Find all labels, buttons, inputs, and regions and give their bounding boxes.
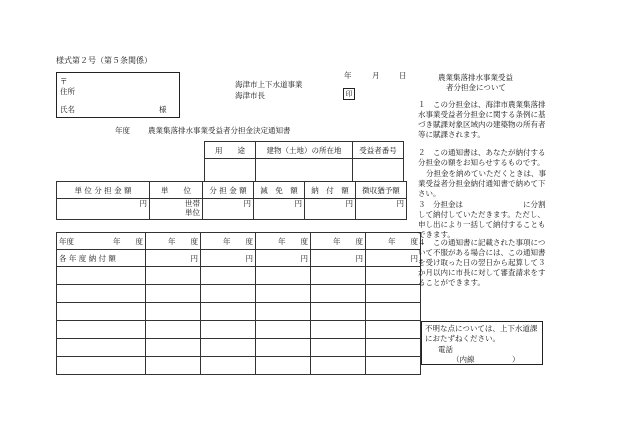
unit-charge-yen: 円 <box>57 199 150 220</box>
contact-extension: （内線 ） <box>452 355 520 364</box>
header-exemption: 減 免 額 <box>254 182 305 199</box>
table-row <box>57 285 421 303</box>
right-title-2: 者分担金について <box>446 83 506 92</box>
annual-payment-table <box>56 232 421 375</box>
header-payment: 納 付 額 <box>305 182 356 199</box>
date-month: 月 <box>372 71 380 80</box>
year-header-col3: 年 度 <box>201 233 256 250</box>
header-location: 建物（土地）の所在地 <box>256 142 353 159</box>
table-row <box>57 303 421 321</box>
date-day: 日 <box>399 71 407 80</box>
header-beneficiary-no: 受益者番号 <box>353 142 404 159</box>
payment-yen: 円 <box>305 199 356 220</box>
seal-mark: 印 <box>343 88 355 100</box>
unit-household: 世帯 <box>185 199 200 208</box>
header-unit-charge: 単 位 分 担 金 額 <box>57 182 150 199</box>
payment-row-label: 各 年 度 納 付 額 <box>57 250 146 267</box>
year-header-text-1: 年 度 <box>113 236 143 246</box>
header-charge-amount: 分 担 金 額 <box>203 182 254 199</box>
address-box <box>56 72 180 118</box>
payment-yen-5: 円 <box>366 250 421 267</box>
year-header-col6: 年 度 <box>366 233 421 250</box>
year-label-1: 年度 <box>59 236 74 246</box>
issuer-title: 海津市長 <box>235 91 265 100</box>
header-usage: 用 途 <box>205 142 256 159</box>
document-title: 農業集落排水事業受益者分担金決定通知書 <box>148 126 291 135</box>
charge-table <box>56 181 407 220</box>
table-row <box>57 339 421 357</box>
exemption-yen: 円 <box>254 199 305 220</box>
table-row <box>57 321 421 339</box>
payment-yen-3: 円 <box>256 250 311 267</box>
charge-amount-yen: 円 <box>203 199 254 220</box>
header-unit: 単 位 <box>150 182 203 199</box>
payment-yen-4: 円 <box>311 250 366 267</box>
header-deferral: 徴収猶予額 <box>356 182 407 199</box>
notice-item-4: ４ この通知書に記載された事項について不服がある場合には、この通知書を受け取った日の翌日から起算して３か月以内に市長に対して審査請求をすることができます。 <box>418 238 546 287</box>
unit-unit: 単位 <box>185 208 200 217</box>
notice-item-2b: 分担金を納めていただくときは、事業受益者分担金納付通知書で納めて下さい。 <box>418 169 546 198</box>
beneficiary-no-cell <box>353 159 404 182</box>
unit-cell <box>150 199 203 220</box>
usage-cell <box>205 159 256 182</box>
year-header-col5: 年 度 <box>311 233 366 250</box>
contact-phone: 電話 <box>438 345 453 354</box>
payment-yen-1: 円 <box>146 250 201 267</box>
name-label: 氏名 <box>60 105 75 114</box>
table-row <box>57 357 421 375</box>
notice-item-1: １ この分担金は、海津市農業集落排水事業受益者分担金に関する条例に基づき賦課対象区域内の建築物の所有者等に賦課されます。 <box>418 100 546 139</box>
issuer-org: 海津市上下水道事業 <box>235 80 303 89</box>
year-header-col2: 年 度 <box>146 233 201 250</box>
year-header-col1 <box>57 233 146 250</box>
right-title-1: 農業集落排水事業受益 <box>438 73 513 82</box>
title-year-prefix: 年度 <box>115 126 130 135</box>
payment-yen-2: 円 <box>201 250 256 267</box>
year-header-col4: 年 度 <box>256 233 311 250</box>
deferral-yen: 円 <box>356 199 407 220</box>
address-label: 住所 <box>60 87 75 96</box>
notice-item-3: ３ 分担金は に分割して納付していただきます。ただし、申し出により一括して納付することもできます。 <box>418 200 546 239</box>
date-year: 年 <box>344 71 352 80</box>
form-number: 様式第２号（第５条関係） <box>56 56 152 65</box>
table-row <box>57 267 421 285</box>
postal-mark: 〒 <box>60 77 68 86</box>
contact-text: 不明な点については、上下水道課におたずねください。 <box>425 324 538 343</box>
notice-item-2: ２ この通知書は、あなたが納付する分担金の額をお知らせするものです。 <box>418 148 546 167</box>
building-info-table <box>204 141 404 182</box>
contact-box <box>421 321 543 365</box>
location-cell <box>256 159 353 182</box>
honorific: 様 <box>159 105 167 114</box>
